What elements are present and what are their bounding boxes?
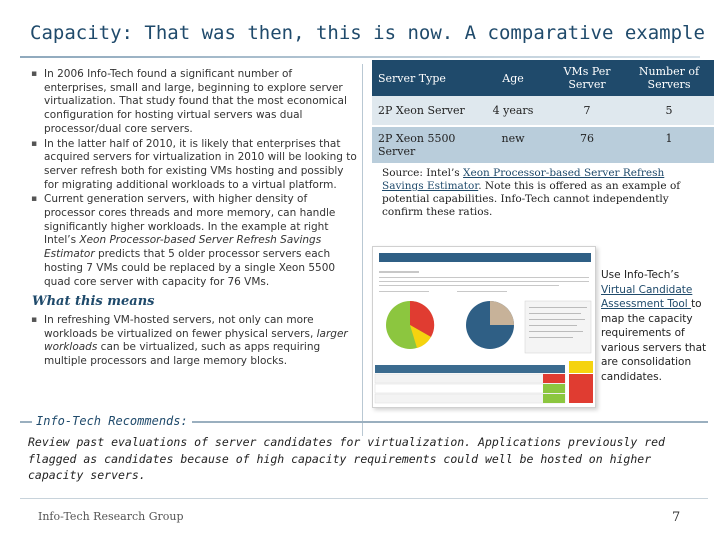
thumbnail-pie-tan: [490, 301, 514, 325]
header-server-type: Server Type: [372, 60, 476, 96]
thumbnail-legend-box: [525, 301, 591, 353]
table-cell: new: [476, 126, 550, 163]
thumbnail-yellow-cell: [569, 361, 593, 373]
tool-callout: [601, 268, 713, 384]
bullet-text: Current generation servers, with higher density of processor cores threads and more memory, can handle significantly higher workloads. In the example at right Intel’s: [44, 193, 336, 247]
table-cell: 7: [550, 96, 624, 126]
header-number-of-servers: Number of Servers: [624, 60, 714, 96]
title-divider: [20, 56, 700, 58]
column-divider: [362, 64, 363, 436]
table-cell: 4 years: [476, 96, 550, 126]
header-vms-per-server: VMs Per Server: [550, 60, 624, 96]
bullet-list: [28, 68, 358, 289]
virtual-candidate-assessment-tool-link[interactable]: Virtual Candidate Assessment Tool: [601, 283, 693, 310]
bullet-2006-study: ▪ In 2006 Info-Tech found a significant number of enterprises, small and large, beginning to explore server virtualization. That study found that the most economical configuration for hosting virtual servers was dual processor/dual core servers.: [28, 68, 358, 137]
header-age: Age: [476, 60, 550, 96]
bullet-current-servers: [28, 193, 358, 289]
bullet-text: can be virtualized, such as apps requiring multiple processors and large memory blocks.: [44, 341, 321, 368]
bullet-text: In refreshing VM-hosted servers, not only can more workloads be virtualized on fewer physical servers,: [44, 313, 317, 340]
bullet-2010-refresh: ▪ In the latter half of 2010, it is likely that enterprises that acquired servers for virtualization in 2010 will be looking to server refresh both for existing VMs hosting and possibly for migrating additional workloads to a virtual platform.: [28, 138, 358, 193]
thumbnail-text-line: [529, 307, 587, 308]
thumbnail-text-line: [529, 319, 585, 320]
thumbnail-grid-header: [375, 365, 565, 373]
bullet-italic: Xeon Processor-based Server Refresh Savings Estimator: [44, 234, 322, 261]
thumbnail-red-cell: [543, 374, 565, 383]
comparison-table: [372, 60, 714, 163]
tool-screenshot-thumbnail[interactable]: [372, 246, 596, 408]
table-cell: 1: [624, 126, 714, 163]
table-cell: 2P Xeon Server: [372, 96, 476, 126]
table-cell: 76: [550, 126, 624, 163]
what-this-means-heading: What this means: [32, 294, 155, 310]
thumbnail-green-cell: [543, 394, 565, 403]
bullet-italic: larger workloads: [44, 327, 348, 354]
thumbnail-green-cell: [543, 384, 565, 393]
thumbnail-red-cell: [569, 374, 593, 403]
thumbnail-text-line: [529, 313, 581, 314]
source-text: Source: Intel’s: [382, 167, 464, 179]
table-header-row: [372, 60, 714, 96]
table-row: [372, 96, 714, 126]
thumbnail-graphics: [373, 247, 596, 408]
footer-divider: [20, 498, 708, 499]
bullet-larger-workloads: [28, 314, 358, 369]
callout-text: to map the capacity requirements of various servers that are consolidation candidates.: [601, 298, 707, 383]
intel-estimator-link[interactable]: Xeon Processor-based Server Refresh Savings Estimator: [382, 167, 665, 192]
table-cell: 5: [624, 96, 714, 126]
source-note: [382, 167, 702, 219]
footer-org: Info-Tech Research Group: [38, 510, 184, 523]
bullet-list-2: [28, 314, 358, 369]
source-text: . Note this is offered as an example of potential capabilities. Info-Tech cannot independently confirm these ratios.: [382, 180, 681, 218]
page-title: Capacity: That was then, this is now. A comparative example: [30, 22, 705, 44]
left-column: [28, 68, 358, 370]
thumbnail-grid-row: [375, 394, 565, 403]
thumbnail-grid-row: [375, 374, 565, 383]
thumbnail-grid-row: [375, 384, 565, 393]
callout-text: Use Info-Tech’s: [601, 269, 680, 281]
table-row: [372, 126, 714, 163]
thumbnail-text-line: [529, 337, 573, 338]
thumbnail-text-line: [529, 325, 577, 326]
thumbnail-text-line: [529, 331, 583, 332]
recommends-text: Review past evaluations of server candidates for virtualization. Applications previously red flagged as candidates because of high capacity requirements could well be hosted on higher capacity servers.: [28, 435, 665, 482]
bullet-text: predicts that 5 older processor servers each hosting 7 VMs could be replaced by a single Xeon 5500 quad core server with capacity for 76 VMs.: [44, 248, 336, 288]
page-number: 7: [672, 510, 681, 525]
table-cell: 2P Xeon 5500 Server: [372, 126, 476, 163]
recommends-label: Info-Tech Recommends:: [32, 414, 192, 428]
